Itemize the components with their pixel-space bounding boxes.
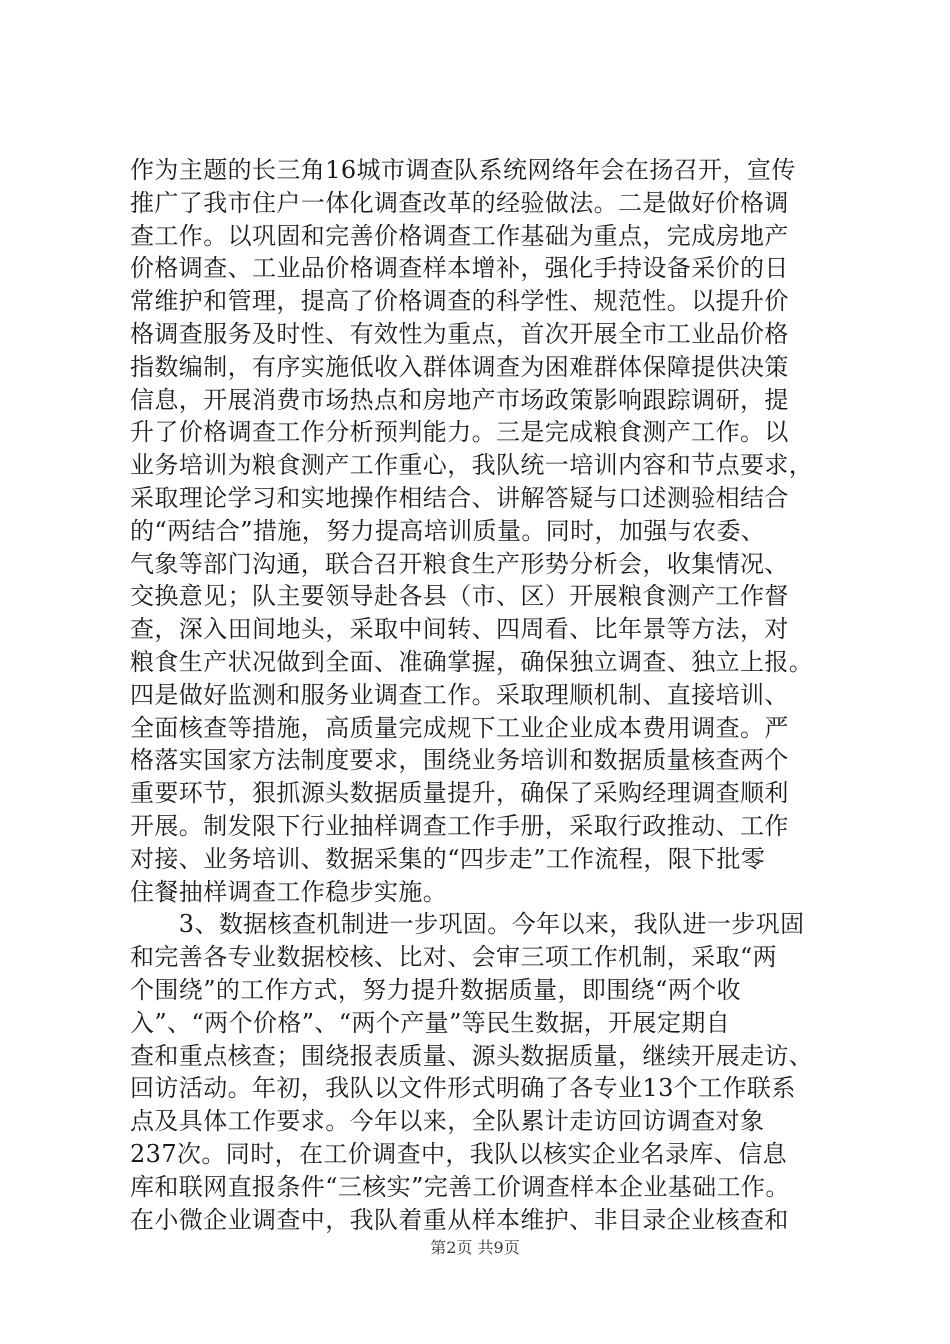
text-line: 重要环节，狠抓源头数据质量提升，确保了采购经理调查顺利 — [130, 779, 789, 808]
body-text — [130, 154, 830, 1236]
text-line: 升了价格调查工作分析预判能力。三是完成粮食测产工作。以 — [130, 418, 789, 447]
text-line: 住餐抽样调查工作稳步实施。 — [130, 877, 448, 906]
text-line: 信息，开展消费市场热点和房地产市场政策影响跟踪调研，提 — [130, 385, 789, 414]
text-line: 查工作。以巩固和完善价格调查工作基础为重点，完成房地产 — [130, 221, 789, 250]
text-line: 库和联网直报条件“三核实”完善工价调查样本企业基础工作。 — [130, 1172, 790, 1201]
text-line: 作为主题的长三角16城市调查队系统网络年会在扬召开，宣传 — [130, 156, 796, 184]
text-line: 指数编制，有序实施低收入群体调查为困难群体保障提供决策 — [130, 352, 789, 381]
text-line: 格调查服务及时性、有效性为重点，首次开展全市工业品价格 — [130, 319, 789, 348]
text-line: 开展。制发限下行业抽样调查工作手册，采取行政推动、工作 — [130, 811, 789, 840]
text-line: 查和重点核查；围绕报表质量、源头数据质量，继续开展走访、 — [130, 1041, 814, 1070]
text-line: 回访活动。年初，我队以文件形式明确了各专业13个工作联系 — [130, 1074, 796, 1103]
text-line: 对接、业务培训、数据采集的“四步走”工作流程，限下批零 — [130, 844, 766, 873]
text-line: 个围绕”的工作方式，努力提升数据质量，即围绕“两个收 — [130, 975, 741, 1004]
page-footer: 第2页 共9页 — [430, 1238, 520, 1257]
text-line: 查，深入田间地头，采取中间转、四周看、比年景等方法，对 — [130, 615, 789, 644]
text-line: 业务培训为粮食测产工作重心，我队统一培训内容和节点要求， — [130, 451, 814, 480]
text-line: 的“两结合”措施，努力提高培训质量。同时，加强与农委、 — [130, 516, 766, 545]
text-line: 四是做好监测和服务业调查工作。采取理顺机制、直接培训、 — [130, 680, 789, 709]
text-line: 237次。同时，在工价调查中，我队以核实企业名录库、信息 — [130, 1139, 788, 1168]
text-line: 气象等部门沟通，联合召开粮食生产形势分析会，收集情况、 — [130, 549, 789, 578]
text-line: 推广了我市住户一体化调查改革的经验做法。二是做好价格调 — [130, 188, 789, 217]
text-line: 格落实国家方法制度要求，围绕业务培训和数据质量核查两个 — [130, 746, 789, 775]
text-line: 点及具体工作要求。今年以来，全队累计走访回访调查对象 — [130, 1107, 765, 1136]
text-line: 采取理论学习和实地操作相结合、讲解答疑与口述测验相结合 — [130, 483, 789, 512]
text-line: 入”、“两个价格”、“两个产量”等民生数据，开展定期自 — [130, 1008, 731, 1037]
text-line: 3、数据核查机制进一步巩固。今年以来，我队进一步巩固 — [130, 910, 805, 939]
text-line: 交换意见；队主要领导赴各县（市、区）开展粮食测产工作督 — [130, 582, 789, 611]
text-line: 和完善各专业数据校核、比对、会审三项工作机制，采取“两 — [130, 943, 778, 972]
text-line: 价格调查、工业品价格调查样本增补，强化手持设备采价的日 — [130, 254, 789, 283]
text-line: 常维护和管理，提高了价格调查的科学性、规范性。以提升价 — [130, 287, 789, 316]
text-line: 在小微企业调查中，我队着重从样本维护、非目录企业核查和 — [130, 1205, 789, 1234]
text-line: 全面核查等措施，高质量完成规下工业企业成本费用调查。严 — [130, 713, 789, 742]
text-line: 粮食生产状况做到全面、准确掌握，确保独立调查、独立上报。 — [130, 647, 814, 676]
